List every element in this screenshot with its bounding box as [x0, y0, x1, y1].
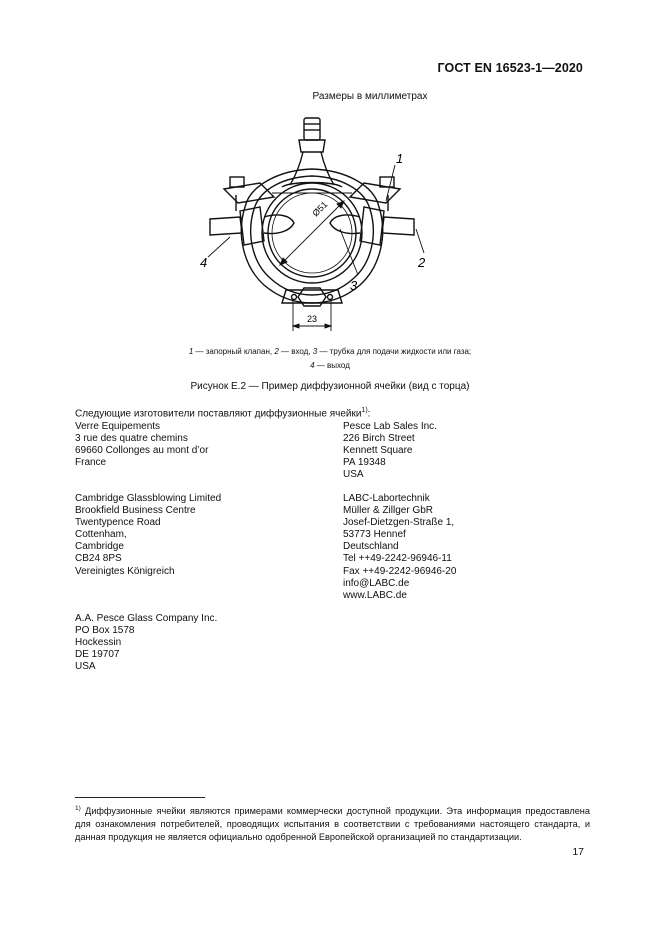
address-line: 226 Birch Street	[343, 433, 415, 445]
callout-3: 3	[350, 278, 358, 293]
suppliers-intro	[75, 407, 370, 419]
address-labc-labortechnik	[343, 493, 456, 602]
address-line: Cambridge Glassblowing Limited	[75, 493, 222, 504]
website-link[interactable]: www.LABC.de	[343, 589, 407, 601]
figure-legend	[120, 345, 540, 373]
address-line: LABC-Labortechnik	[343, 493, 430, 504]
address-line: PO Box 1578	[75, 625, 135, 637]
standard-code: ГОСТ EN 16523-1—2020	[437, 61, 583, 75]
legend-text-2: — вход,	[278, 347, 313, 356]
address-line: Deutschland	[343, 541, 399, 553]
units-note: Размеры в миллиметрах	[312, 91, 428, 102]
address-line: Cottenham,	[75, 529, 127, 541]
address-pesce-lab-sales	[343, 421, 437, 481]
address-verre-equipements	[75, 421, 208, 469]
address-line: Vereinigtes Königreich	[75, 565, 175, 577]
address-line: A.A. Pesce Glass Company Inc.	[75, 613, 218, 624]
address-line: USA	[75, 661, 96, 673]
page-number: 17	[572, 846, 584, 858]
footnote-mark: 1)	[75, 805, 81, 812]
legend-num-2: 2	[274, 347, 279, 356]
legend-num-1: 1	[188, 347, 194, 356]
address-line: 69660 Collonges au mont d’or	[75, 445, 209, 457]
callout-4: 4	[200, 255, 208, 270]
footnote-divider	[75, 797, 205, 798]
email-link[interactable]: info@LABC.de	[343, 577, 410, 589]
callout-1: 1	[396, 151, 404, 166]
address-line: Hockessin	[75, 637, 122, 649]
diffusion-cell-drawing	[190, 105, 460, 345]
address-line: Cambridge	[75, 541, 124, 553]
address-line: Fax ++49-2242-96946-20	[343, 565, 457, 577]
address-line: Josef-Dietzgen-Straße 1,	[343, 517, 455, 529]
dimension-23-label: 23	[306, 314, 318, 324]
address-line: 53773 Hennef	[343, 529, 406, 541]
suppliers-intro-end: :	[367, 408, 371, 420]
legend-num-3: 3	[312, 347, 318, 356]
address-line: France	[75, 457, 107, 469]
address-pesce-glass-company	[75, 613, 217, 673]
address-line: 3 rue des quatre chemins	[75, 433, 188, 445]
legend-text-4: — выход	[314, 361, 350, 370]
address-line: DE 19707	[75, 649, 120, 661]
footnote-ref[interactable]: 1)	[361, 407, 368, 414]
address-line: CB24 8PS	[75, 553, 122, 565]
address-line: Verre Equipements	[75, 421, 161, 432]
address-line: Kennett Square	[343, 445, 413, 457]
address-line: Brookfield Business Centre	[75, 505, 196, 517]
callout-2: 2	[418, 255, 426, 270]
footnote-text: Диффузионные ячейки являются примерами коммерчески доступной продукции. Эта информация предоставлена для ознакомления потребителей, проводящих испытания в соответствии с требованиями настоящего стандарта, и данная продукция не является официально одобренной Европейской организацией по стандартизации.	[75, 806, 590, 843]
legend-num-4: 4	[310, 361, 315, 370]
address-line: Twentypence Road	[75, 517, 161, 529]
address-line: Pesce Lab Sales Inc.	[343, 421, 437, 432]
legend-text-1: — запорный клапан,	[193, 347, 275, 356]
footnote	[75, 802, 590, 844]
figure-caption: Рисунок Е.2 — Пример диффузионной ячейки (вид с торца)	[190, 381, 470, 392]
diameter-label: Ø51	[310, 199, 330, 219]
suppliers-intro-text: Следующие изготовители поставляют диффузионные ячейки	[75, 408, 362, 420]
address-line: USA	[343, 469, 364, 481]
address-line: PA 19348	[343, 457, 386, 469]
legend-text-3: — трубка для подачи жидкости или газа;	[317, 347, 472, 356]
address-line: Müller & Zillger GbR	[343, 505, 434, 517]
address-cambridge-glassblowing	[75, 493, 221, 578]
address-line: Tel ++49-2242-96946-11	[343, 553, 452, 565]
